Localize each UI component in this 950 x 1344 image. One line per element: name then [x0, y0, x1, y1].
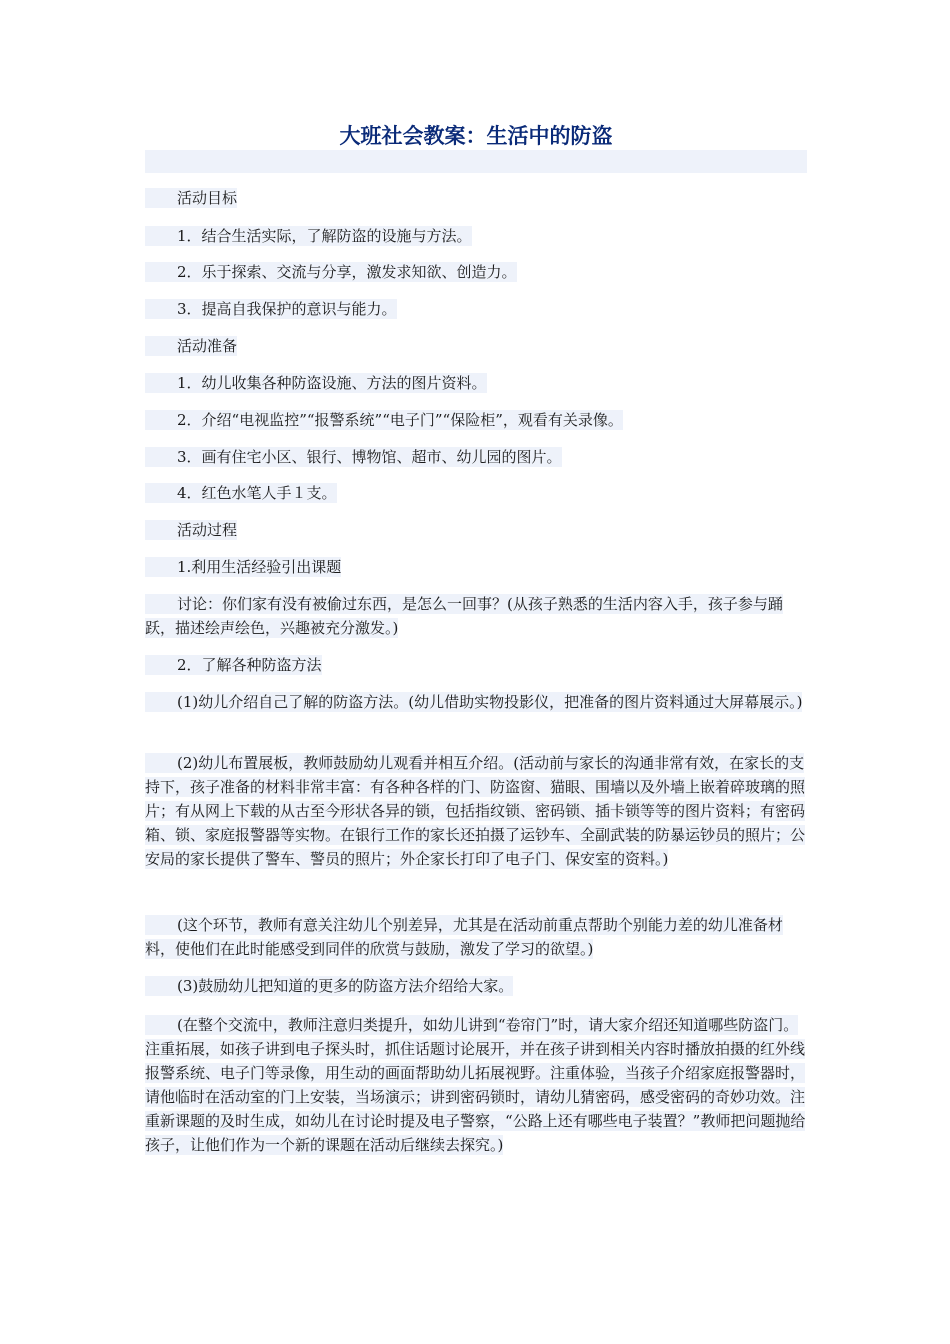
process-paragraph: (2)幼儿布置展板，教师鼓励幼儿观看并相互介绍。(活动前与家长的沟通非常有效，在家长的支持下，孩子准备的材料非常丰富：有各种各样的门、防盗窗、猫眼、围墙以及外墙上嵌着碎玻璃的照片；有从网上下载的从古至今形状各异的锁，包括指纹锁、密码锁、插卡锁等等的图片资料；有密码箱、锁、家庭报警器等实物。在银行工作的家长还拍摄了运钞车、全副武装的防暴运钞员的照片；公安局的家长提供了警车、警员的照片；外企家长打印了电子门、保安室的资料。): [145, 754, 806, 868]
preparation-item: 2．介绍“电视监控”“报警系统”“电子门”“保险柜”，观看有关录像。: [145, 408, 807, 432]
process-paragraph: (在整个交流中，教师注意归类提升，如幼儿讲到“卷帘门”时，请大家介绍还知道哪些防盗门。注重拓展，如孩子讲到电子探头时，抓住话题讨论展开，并在孩子讲到相关内容时播放拍摄的红外线报警系统、电子门等录像，用生动的画面帮助幼儿拓展视野。注重体验，当孩子介绍家庭报警器时，请他临时在活动室的门上安装，当场演示；讲到密码锁时，请幼儿猜密码，感受密码的奇妙功效。注重新课题的及时生成，如幼儿在讨论时提及电子警察，“公路上还有哪些电子装置？”教师把问题抛给孩子，让他们作为一个新的课题在活动后继续去探究。): [145, 1016, 806, 1154]
heading-activity-process: 活动过程: [145, 518, 807, 542]
process-paragraph: (这个环节，教师有意关注幼儿个别差异，尤其是在活动前重点帮助个别能力差的幼儿准备材料，使他们在此时能感受到同伴的欣赏与鼓励，激发了学习的欲望。): [145, 916, 783, 958]
process-step-heading: 1.利用生活经验引出课题: [145, 555, 807, 579]
goal-item: 1．结合生活实际，了解防盗的设施与方法。: [145, 224, 807, 248]
process-paragraph: 讨论：你们家有没有被偷过东西，是怎么一回事？(从孩子熟悉的生活内容入手，孩子参与踊跃，描述绘声绘色，兴趣被充分激发。): [145, 595, 783, 637]
heading-activity-preparation: 活动准备: [145, 334, 807, 358]
process-paragraph: (1)幼儿介绍自己了解的防盗方法。(幼儿借助实物投影仪，把准备的图片资料通过大屏幕展示。): [145, 690, 807, 714]
goal-item: 2．乐于探索、交流与分享，激发求知欲、创造力。: [145, 260, 807, 284]
goal-item: 3．提高自我保护的意识与能力。: [145, 297, 807, 321]
preparation-item: 4．红色水笔人手１支。: [145, 481, 807, 505]
document-title: 大班社会教案：生活中的防盗: [339, 124, 613, 148]
preparation-item: 3．画有住宅小区、银行、博物馆、超市、幼儿园的图片。: [145, 445, 807, 469]
title-highlight-bar: [145, 150, 807, 173]
heading-activity-goals: 活动目标: [145, 186, 807, 210]
process-step-heading: 2．了解各种防盗方法: [145, 653, 807, 677]
preparation-item: 1．幼儿收集各种防盗设施、方法的图片资料。: [145, 371, 807, 395]
process-paragraph: (3)鼓励幼儿把知道的更多的防盗方法介绍给大家。: [145, 974, 807, 998]
